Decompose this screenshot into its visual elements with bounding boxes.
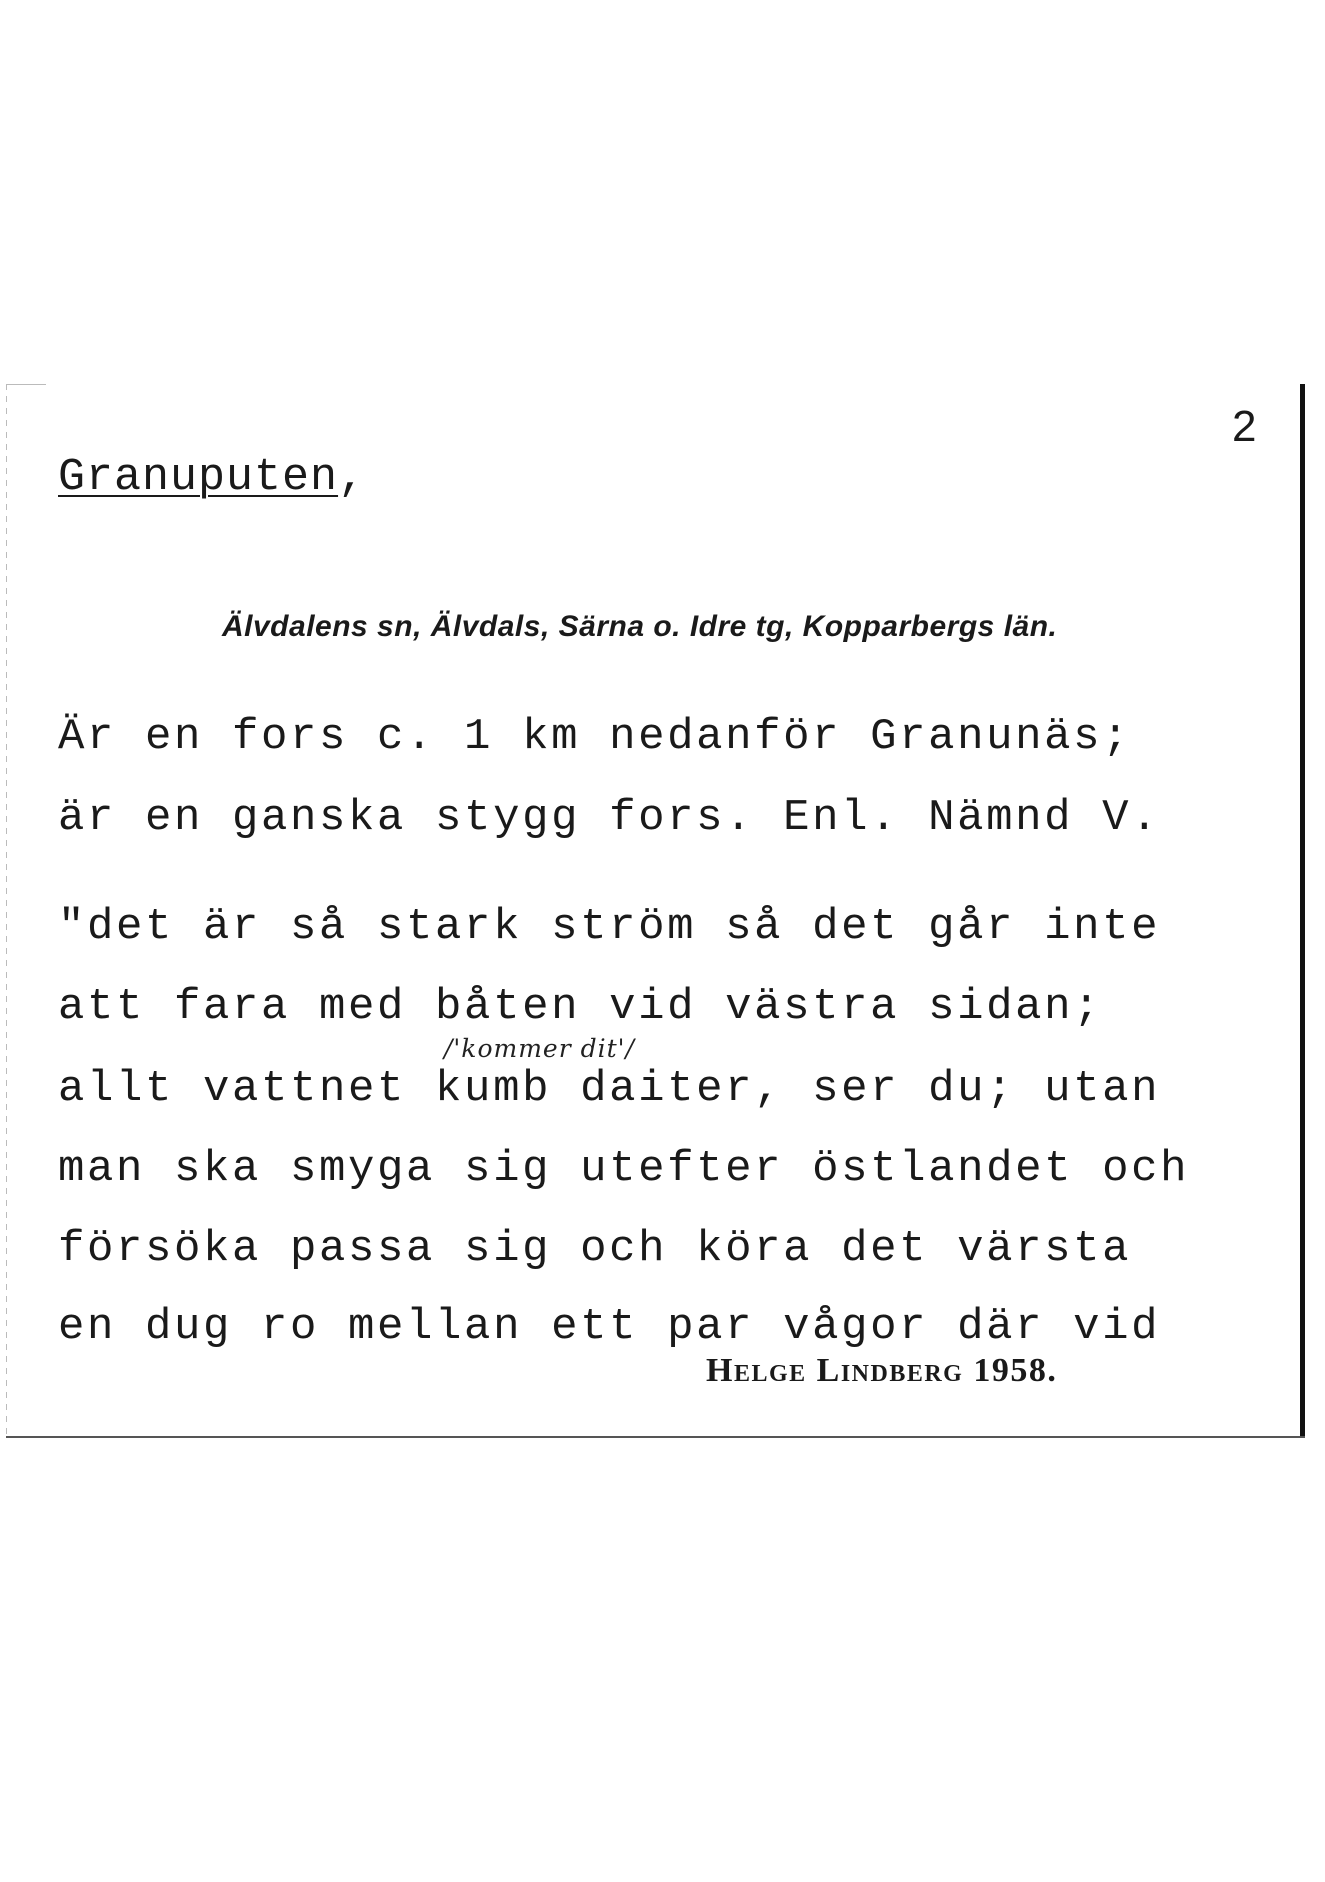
text-line-6: man ska smyga sig utefter östlandet och [58,1144,1190,1194]
locality-line: Älvdalens sn, Älvdals, Särna o. Idre tg, Kopparbergs län. [222,610,1058,643]
page-number: 2 [1232,402,1257,451]
card-title [58,452,366,503]
card-right-border [1300,384,1305,1438]
text-line-7: försöka passa sig och köra det värsta [58,1224,1132,1274]
place-name: Granuputen [58,452,339,503]
text-line-1: Är en fors c. 1 km nedanför Granunäs; [58,712,1132,762]
text-line-4: att fara med båten vid västra sidan; [58,982,1103,1032]
signature: Helge Lindberg 1958. [706,1352,1058,1389]
index-card [6,384,1302,1440]
text-line-8: en dug ro mellan ett par vågor där vid [58,1302,1161,1352]
text-line-3: "det är så stark ström så det går inte [58,902,1161,952]
handwritten-note: /'kommer dit'/ [444,1034,635,1063]
card-left-border [6,384,7,1438]
title-punctuation: , [338,452,367,503]
card-bottom-border [6,1436,1305,1438]
text-line-2: är en ganska stygg fors. Enl. Nämnd V. [58,793,1161,843]
text-line-5: allt vattnet kumb daiter, ser du; utan [58,1064,1161,1114]
card-top-border [6,384,46,385]
